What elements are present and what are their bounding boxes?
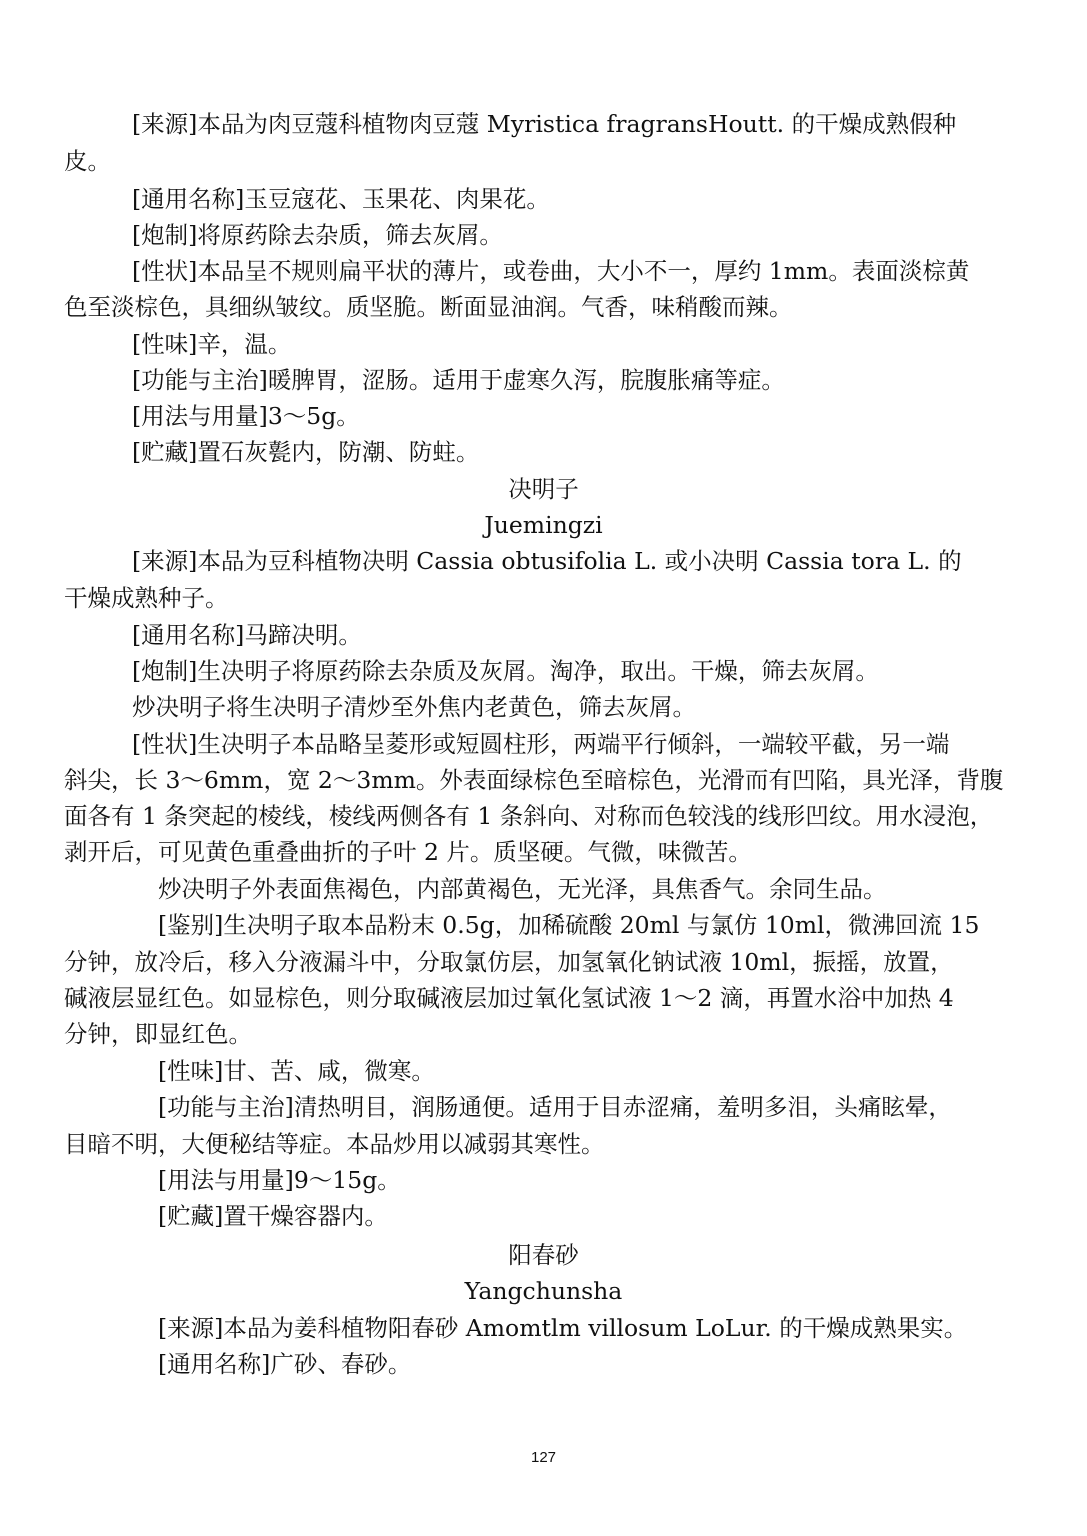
text-line: 色至淡棕色，具细纵皱纹。质坚脆。断面显油润。气香，味稍酸而辣。 xyxy=(64,293,793,321)
text-line: [来源]本品为肉豆蔻科植物肉豆蔻 Myristica fragransHoutt. 的干燥成熟假种 xyxy=(132,110,957,138)
text-line: 剥开后，可见黄色重叠曲折的子叶 2 片。质坚硬。气微，味微苦。 xyxy=(64,838,752,866)
text-line: 分钟，即显红色。 xyxy=(64,1020,252,1048)
page-number: 127 xyxy=(530,1449,557,1466)
text-line: 皮。 xyxy=(64,147,111,175)
text-line: 炒决明子将生决明子清炒至外焦内老黄色，筛去灰屑。 xyxy=(132,693,696,721)
text-line: [贮藏]置石灰甏内，防潮、防蛀。 xyxy=(132,438,480,466)
section-title-chinese: 决明子 xyxy=(508,475,579,503)
text-line: [贮藏]置干燥容器内。 xyxy=(158,1202,388,1230)
text-line: [来源]本品为豆科植物决明 Cassia obtusifolia L. 或小决明 Cassia tora L. 的 xyxy=(132,547,962,575)
text-line: 目暗不明，大便秘结等症。本品炒用以减弱其寒性。 xyxy=(64,1130,605,1158)
text-line: 面各有 1 条突起的棱线，棱线两侧各有 1 条斜向、对称而色较浅的线形凹纹。用水浸泡， xyxy=(64,802,994,830)
text-line: 斜尖，长 3～6mm，宽 2～3mm。外表面绿棕色至暗棕色，光滑而有凹陷，具光泽，背腹 xyxy=(64,766,1004,794)
text-line: [功能与主治]暖脾胃，涩肠。适用于虚寒久泻，脘腹胀痛等症。 xyxy=(132,366,785,394)
text-line: [通用名称]马蹄决明。 xyxy=(132,621,362,649)
text-line: [炮制]将原药除去杂质，筛去灰屑。 xyxy=(132,221,503,249)
text-line: 分钟，放冷后，移入分液漏斗中，分取氯仿层，加氢氧化钠试液 10ml，振摇，放置， xyxy=(64,948,954,976)
text-line: 炒决明子外表面焦褐色，内部黄褐色，无光泽，具焦香气。余同生品。 xyxy=(158,875,887,903)
text-line: [通用名称]广砂、春砂。 xyxy=(158,1350,412,1378)
text-line: [用法与用量]9～15g。 xyxy=(158,1166,401,1194)
text-line: [性味]甘、苦、咸，微寒。 xyxy=(158,1057,435,1085)
text-line: [用法与用量]3～5g。 xyxy=(132,402,360,430)
text-line: 碱液层显红色。如显棕色，则分取碱液层加过氧化氢试液 1～2 滴，再置水浴中加热 4 xyxy=(64,984,954,1012)
section-title-pinyin: Juemingzi xyxy=(484,511,603,539)
text-line: [性味]辛，温。 xyxy=(132,330,292,358)
text-line: [通用名称]玉豆寇花、玉果花、肉果花。 xyxy=(132,185,550,213)
text-line: [鉴别]生决明子取本品粉末 0.5g，加稀硫酸 20ml 与氯仿 10ml，微沸回流 15 xyxy=(158,911,980,939)
section-title-pinyin: Yangchunsha xyxy=(464,1277,623,1305)
text-line: [性状]生决明子本品略呈菱形或短圆柱形，两端平行倾斜，一端较平截，另一端 xyxy=(132,730,950,758)
text-line: [炮制]生决明子将原药除去杂质及灰屑。淘净，取出。干燥，筛去灰屑。 xyxy=(132,657,879,685)
text-line: [来源]本品为姜科植物阳春砂 Amomtlm villosum LoLur. 的干燥成熟果实。 xyxy=(158,1314,968,1342)
text-line: [功能与主治]清热明目，润肠通便。适用于目赤涩痛，羞明多泪，头痛眩晕， xyxy=(158,1093,952,1121)
text-line: 干燥成熟种子。 xyxy=(64,584,229,612)
text-line: [性状]本品呈不规则扁平状的薄片，或卷曲，大小不一，厚约 1mm。表面淡棕黄 xyxy=(132,257,970,285)
section-title-chinese: 阳春砂 xyxy=(508,1241,579,1269)
